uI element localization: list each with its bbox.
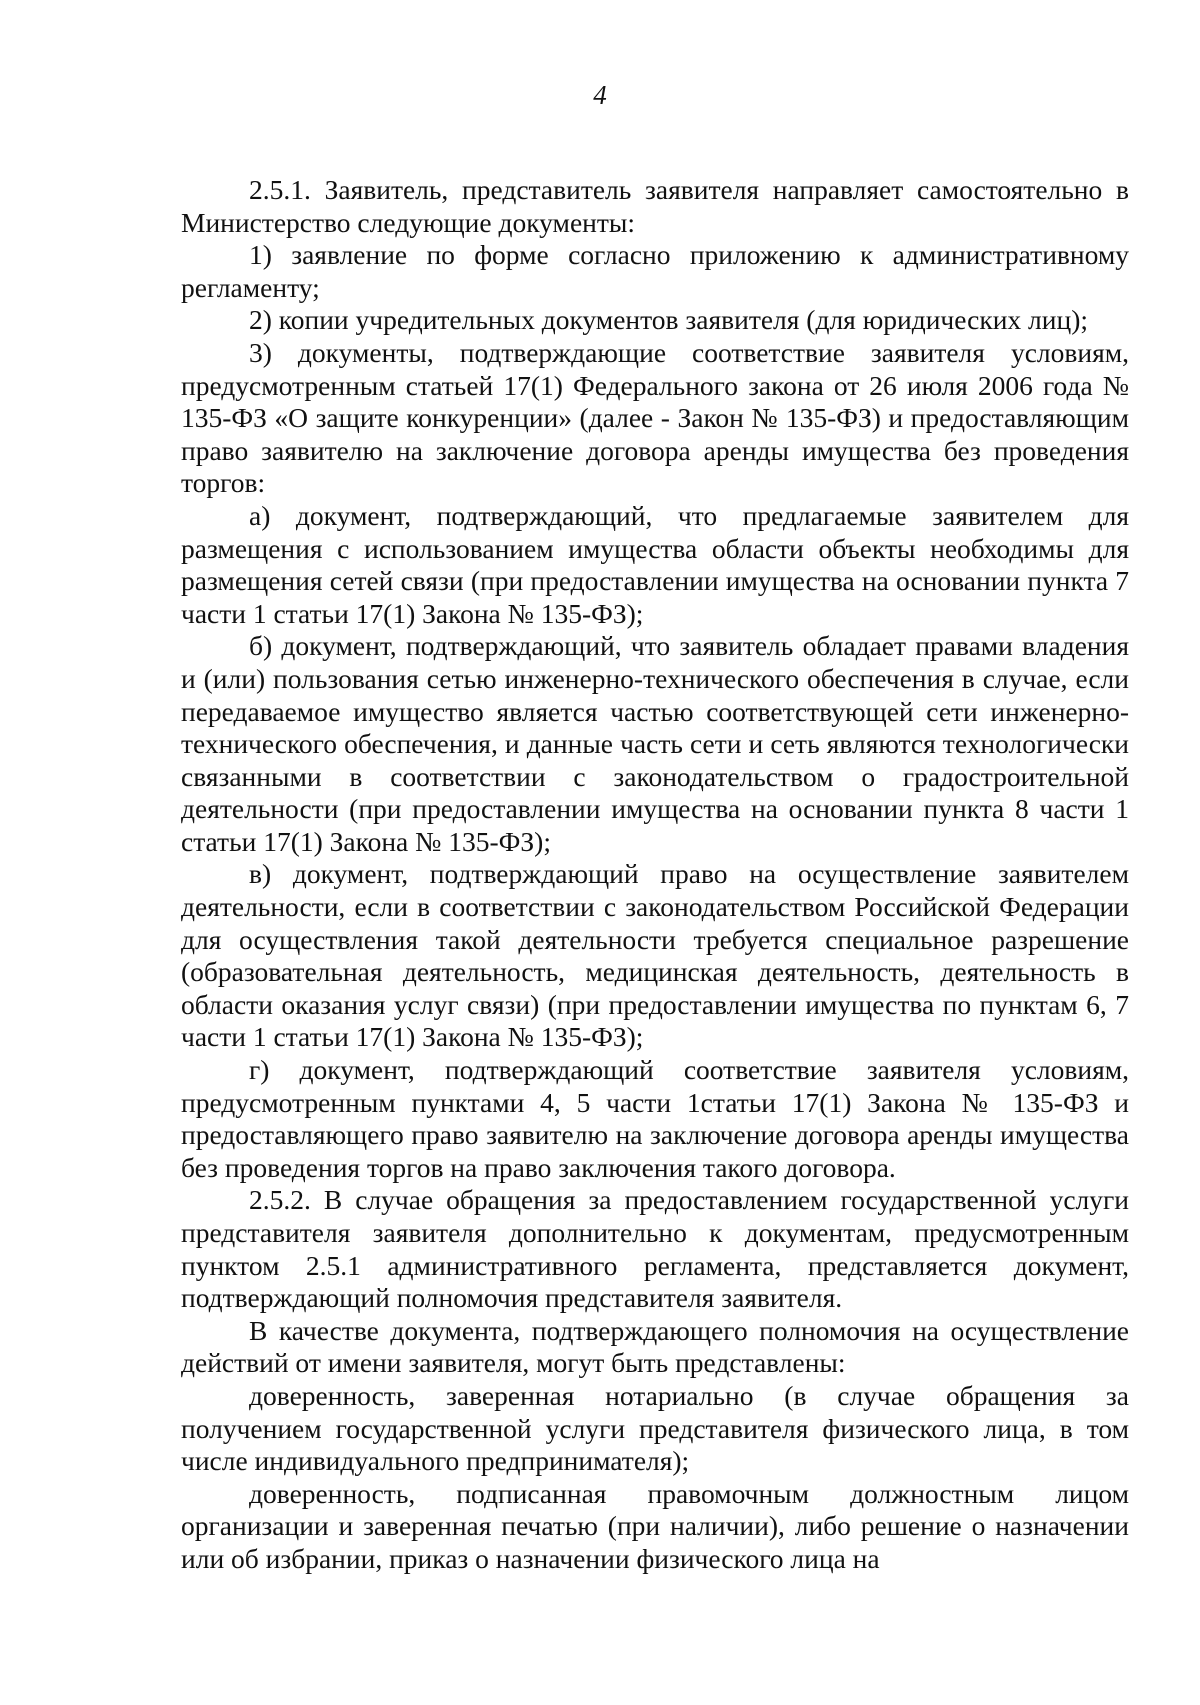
list-item-1: 1) заявление по форме согласно приложению к административному регламенту; bbox=[181, 239, 1129, 303]
page-number: 4 bbox=[593, 80, 607, 110]
list-item-b: б) документ, подтверждающий, что заявитель обладает правами владения и (или) пользования сетью инженерно-технического обеспечения в случае, если передаваемое имущество является частью соответствующей сети инженерно-технического обеспечения, и данные часть сети и сеть являются технологически связанными в соответствии с законодательством о градостроительной деятельности (при предоставлении имущества на основании пункта 8 части 1 статьи 17(1) Закона № 135-ФЗ); bbox=[181, 630, 1129, 857]
document-body bbox=[181, 174, 1129, 1576]
list-item-2: 2) копии учредительных документов заявителя (для юридических лиц); bbox=[249, 304, 1088, 336]
list-item-signed-power-of-attorney: доверенность, подписанная правомочным должностным лицом организации и заверенная печатью (при наличии), либо решение о назначении или об избрании, приказ о назначении физического лица на bbox=[181, 1477, 1129, 1574]
paragraph-authority-documents: В качестве документа, подтверждающего полномочия на осуществление действий от имени заявителя, могут быть представлены: bbox=[181, 1314, 1129, 1379]
list-item-g: г) документ, подтверждающий соответствие заявителя условиям, предусмотренным пунктами 4, 5 части 1статьи 17(1) Закона № 135-ФЗ и предоставляющего право заявителю на заключение договора аренды имущества без проведения торгов на право заключения такого договора. bbox=[181, 1054, 1129, 1183]
paragraph-2-5-2: 2.5.2. В случае обращения за предоставлением государственной услуги представителя заявителя дополнительно к документам, предусмотренным пунктом 2.5.1 административного регламента, представляется документ, подтверждающий полномочия представителя заявителя. bbox=[181, 1184, 1129, 1314]
list-item-notarized-power-of-attorney: доверенность, заверенная нотариально (в случае обращения за получением государственной услуги представителя физического лица, в том числе индивидуального предпринимателя); bbox=[181, 1379, 1129, 1477]
list-item-v: в) документ, подтверждающий право на осуществление заявителем деятельности, если в соответствии с законодательством Российской Федерации для осуществления такой деятельности требуется специальное разрешение (образовательная деятельность, медицинская деятельность, деятельность в области оказания услуг связи) (при предоставлении имущества по пунктам 6, 7 части 1 статьи 17(1) Закона № 135-ФЗ); bbox=[181, 858, 1129, 1053]
list-item-3: 3) документы, подтверждающие соответствие заявителя условиям, предусмотренным статьей 17(1) Федерального закона от 26 июля 2006 года № 135-ФЗ «О защите конкуренции» (далее - Закон № 135-ФЗ) и предоставляющим право заявителю на заключение договора аренды имущества без проведения торгов: bbox=[181, 336, 1129, 499]
list-item-a: а) документ, подтверждающий, что предлагаемые заявителем для размещения с использованием имущества области объекты необходимы для размещения сетей связи (при предоставлении имущества на основании пункта 7 части 1 статьи 17(1) Закона № 135-ФЗ); bbox=[181, 499, 1129, 629]
paragraph-2-5-1: 2.5.1. Заявитель, представитель заявителя направляет самостоятельно в Министерство следующие документы: bbox=[181, 174, 1129, 238]
